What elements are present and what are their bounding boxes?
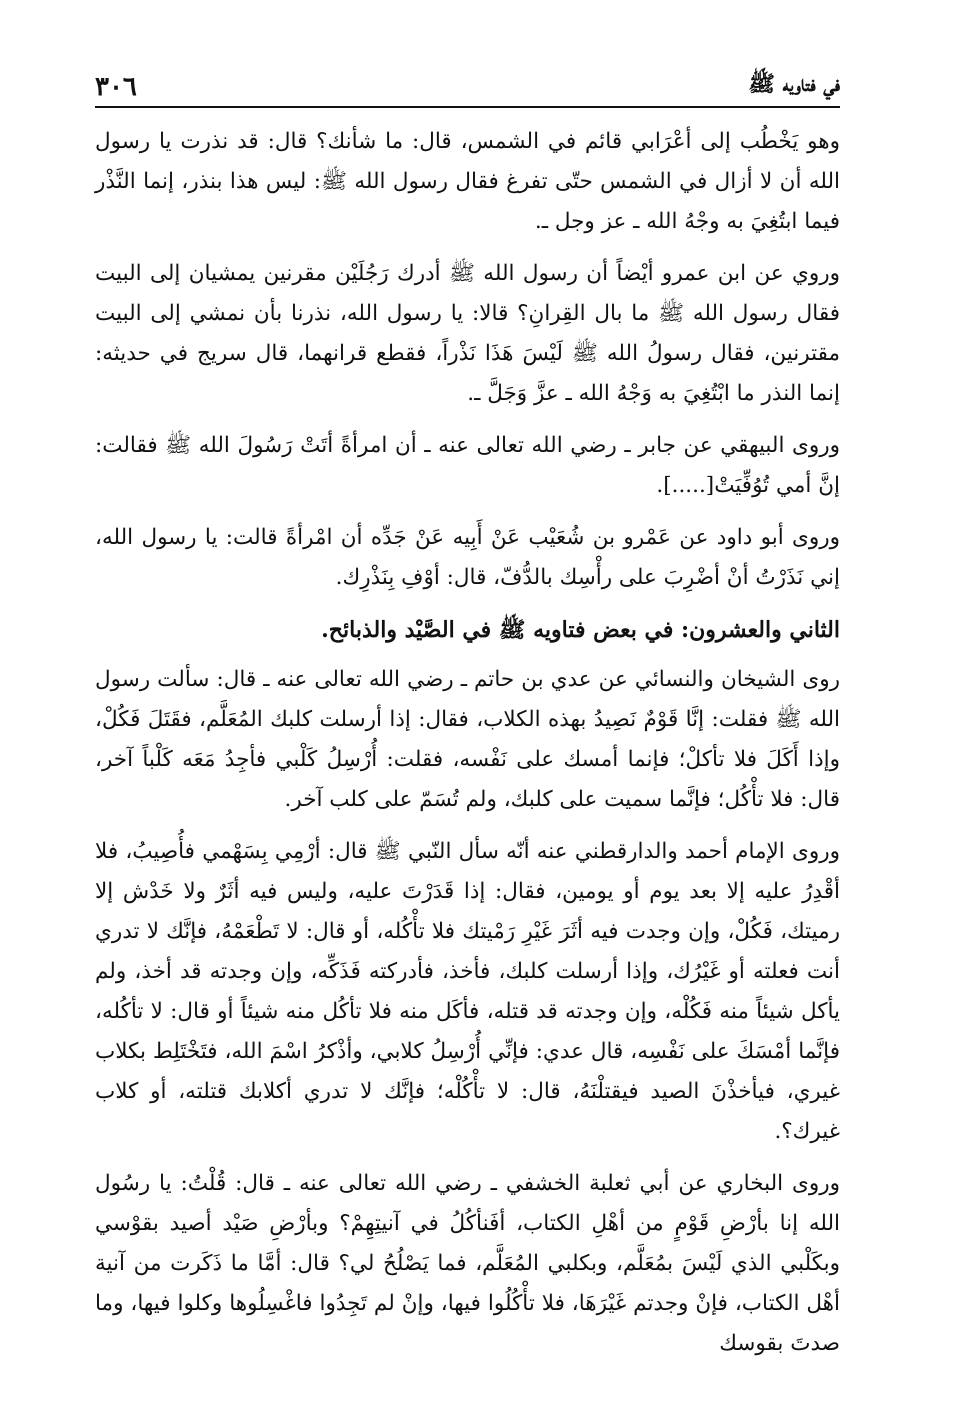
paragraph: وروي عن ابن عمرو أيْضاً أن رسول الله ﷺ أدرك رَجُلَيْن مقرنين يمشيان إلى البيت فقال رسول الله ﷺ ما بال القِرانِ؟ قالا: يا رسول الله، نذرنا بأن نمشي إلى البيت مقترنين، فقال رسولُ الله ﷺ لَيْسَ هَذَا نَذْراً، فقطع قرانهما، قال سريج في حديثه: إنما النذر ما ابْتُغِيَ به وَجْهُ الله ـ عزَّ وَجَلَّ ـ. bbox=[95, 261, 840, 406]
paragraph: روى الشيخان والنسائي عن عدي بن حاتم ـ رضي الله تعالى عنه ـ قال: سألت رسول الله ﷺ فقلت: إنَّا قَوْمٌ نَصِيدُ بهذه الكلاب، فقال: إذا أرسلت كلبك المُعَلَّم، فقَتَلَ فَكُلْ، وإذا أَكَلَ فلا تأكلْ؛ فإنما أمسك على نَفْسه، فقلت: أُرْسِلُ كَلْبي فأجِدُ مَعَه كَلْباً آخر، قال: فلا تأْكُل؛ فإنَّما سميت على كلبك، ولم تُسَمّ على كلب آخر. bbox=[95, 667, 840, 812]
paragraph: وهو يَخْطُب إلى أعْرَابي قائم في الشمس، قال: ما شأنك؟ قال: قد نذرت يا رسول الله أن لا أزال في الشمس حتّى تفرغ فقال رسول الله ﷺ: ليس هذا بنذر، إنما النَّذْر فيما ابتُغِيَ به وجْهُ الله ـ عز وجل ـ. bbox=[95, 129, 840, 234]
running-title: في فتاويه ﷺ bbox=[748, 71, 840, 97]
page-number: ٣٠٦ bbox=[95, 72, 137, 102]
page-header bbox=[95, 62, 840, 108]
paragraph: وروى البخاري عن أبي ثعلبة الخشفي ـ رضي الله تعالى عنه ـ قال: قُلْتُ: يا رسُول الله إنا بأرْضِ قَوْمٍ من أهْلِ الكتاب، أفَنأكُلُ في آنيتِهِمْ؟ وبأرْضِ صَيْد أصيد بقوْسي وبكَلْبي الذي لَيْسَ بمُعَلَّم، وبكلبي المُعَلَّم، فما يَصْلُحُ لي؟ قال: أمَّا ما ذَكَرت من آنية أهْل الكتاب، فإنْ وجدتم غَيْرَهَا، فلا تأْكُلُوا فيها، وإنْ لم تَجِدُوا فاغْسِلُوها وكلوا فيها، وما صدتَ بقوسك bbox=[95, 1171, 840, 1356]
paragraph: وروى البيهقي عن جابر ـ رضي الله تعالى عنه ـ أن امرأةً أتَتْ رَسُولَ الله ﷺ فقالت: إنَّ أمي تُوُفِّيَتْ[.....]. bbox=[95, 433, 840, 498]
main-text bbox=[95, 122, 840, 1364]
paragraph: وروى الإمام أحمد والدارقطني عنه أنّه سأل النّبي ﷺ قال: أرْمِي بِسَهْمي فأُصِيبُ، فلا أقْدِرُ عليه إلا بعد يوم أو يومين، فقال: إذا قَدَرْتَ عليه، وليس فيه أثَرٌ ولا خَدْش إلا رميتك، فَكُلْ، وإن وجدت فيه أثَرَ غَيْرِ رَمْيتك فلا تأْكُله، أو قال: لا تَطْعَمْهُ، فإنَّك لا تدري أنت فعلته أو غَيْرُك، وإذا أرسلت كلبك، فأخذ، فأدركته فَذَكِّه، وإن وجدته قد أخذ، ولم يأكل شيئاً منه فَكُلْه، وإن وجدته قد قتله، فأكَل منه فلا تأكُل منه شيئاً أو قال: لا تأكُله، فإنَّما أمْسَكَ على نَفْسِه، قال عدي: فإنِّي أُرْسِلُ كلابي، وأذْكرُ اسْمَ الله، فتَخْتَلِط بكلاب غيري، فيأخذْنَ الصيد فيقتلْنَهُ، قال: لا تأْكُلْه؛ فإنَّك لا تدري أكلابك قتلته، أو كلاب غيرك؟. bbox=[95, 839, 840, 1144]
paragraph: وروى أبو داود عن عَمْرو بن شُعَيْب عَنْ أَبِيه عَنْ جَدِّه أن امْرأةً قالت: يا رسول الله، إني نَذَرْتُ أنْ أضْرِبَ على رأْسِك بالدُّفّ، قال: أوْفِ بِنَذْرِك. bbox=[95, 525, 840, 590]
section-heading: الثاني والعشرون: في بعض فتاويه ﷺ في الصَّيْد والذبائح. bbox=[321, 617, 840, 643]
book-page bbox=[95, 62, 840, 1362]
